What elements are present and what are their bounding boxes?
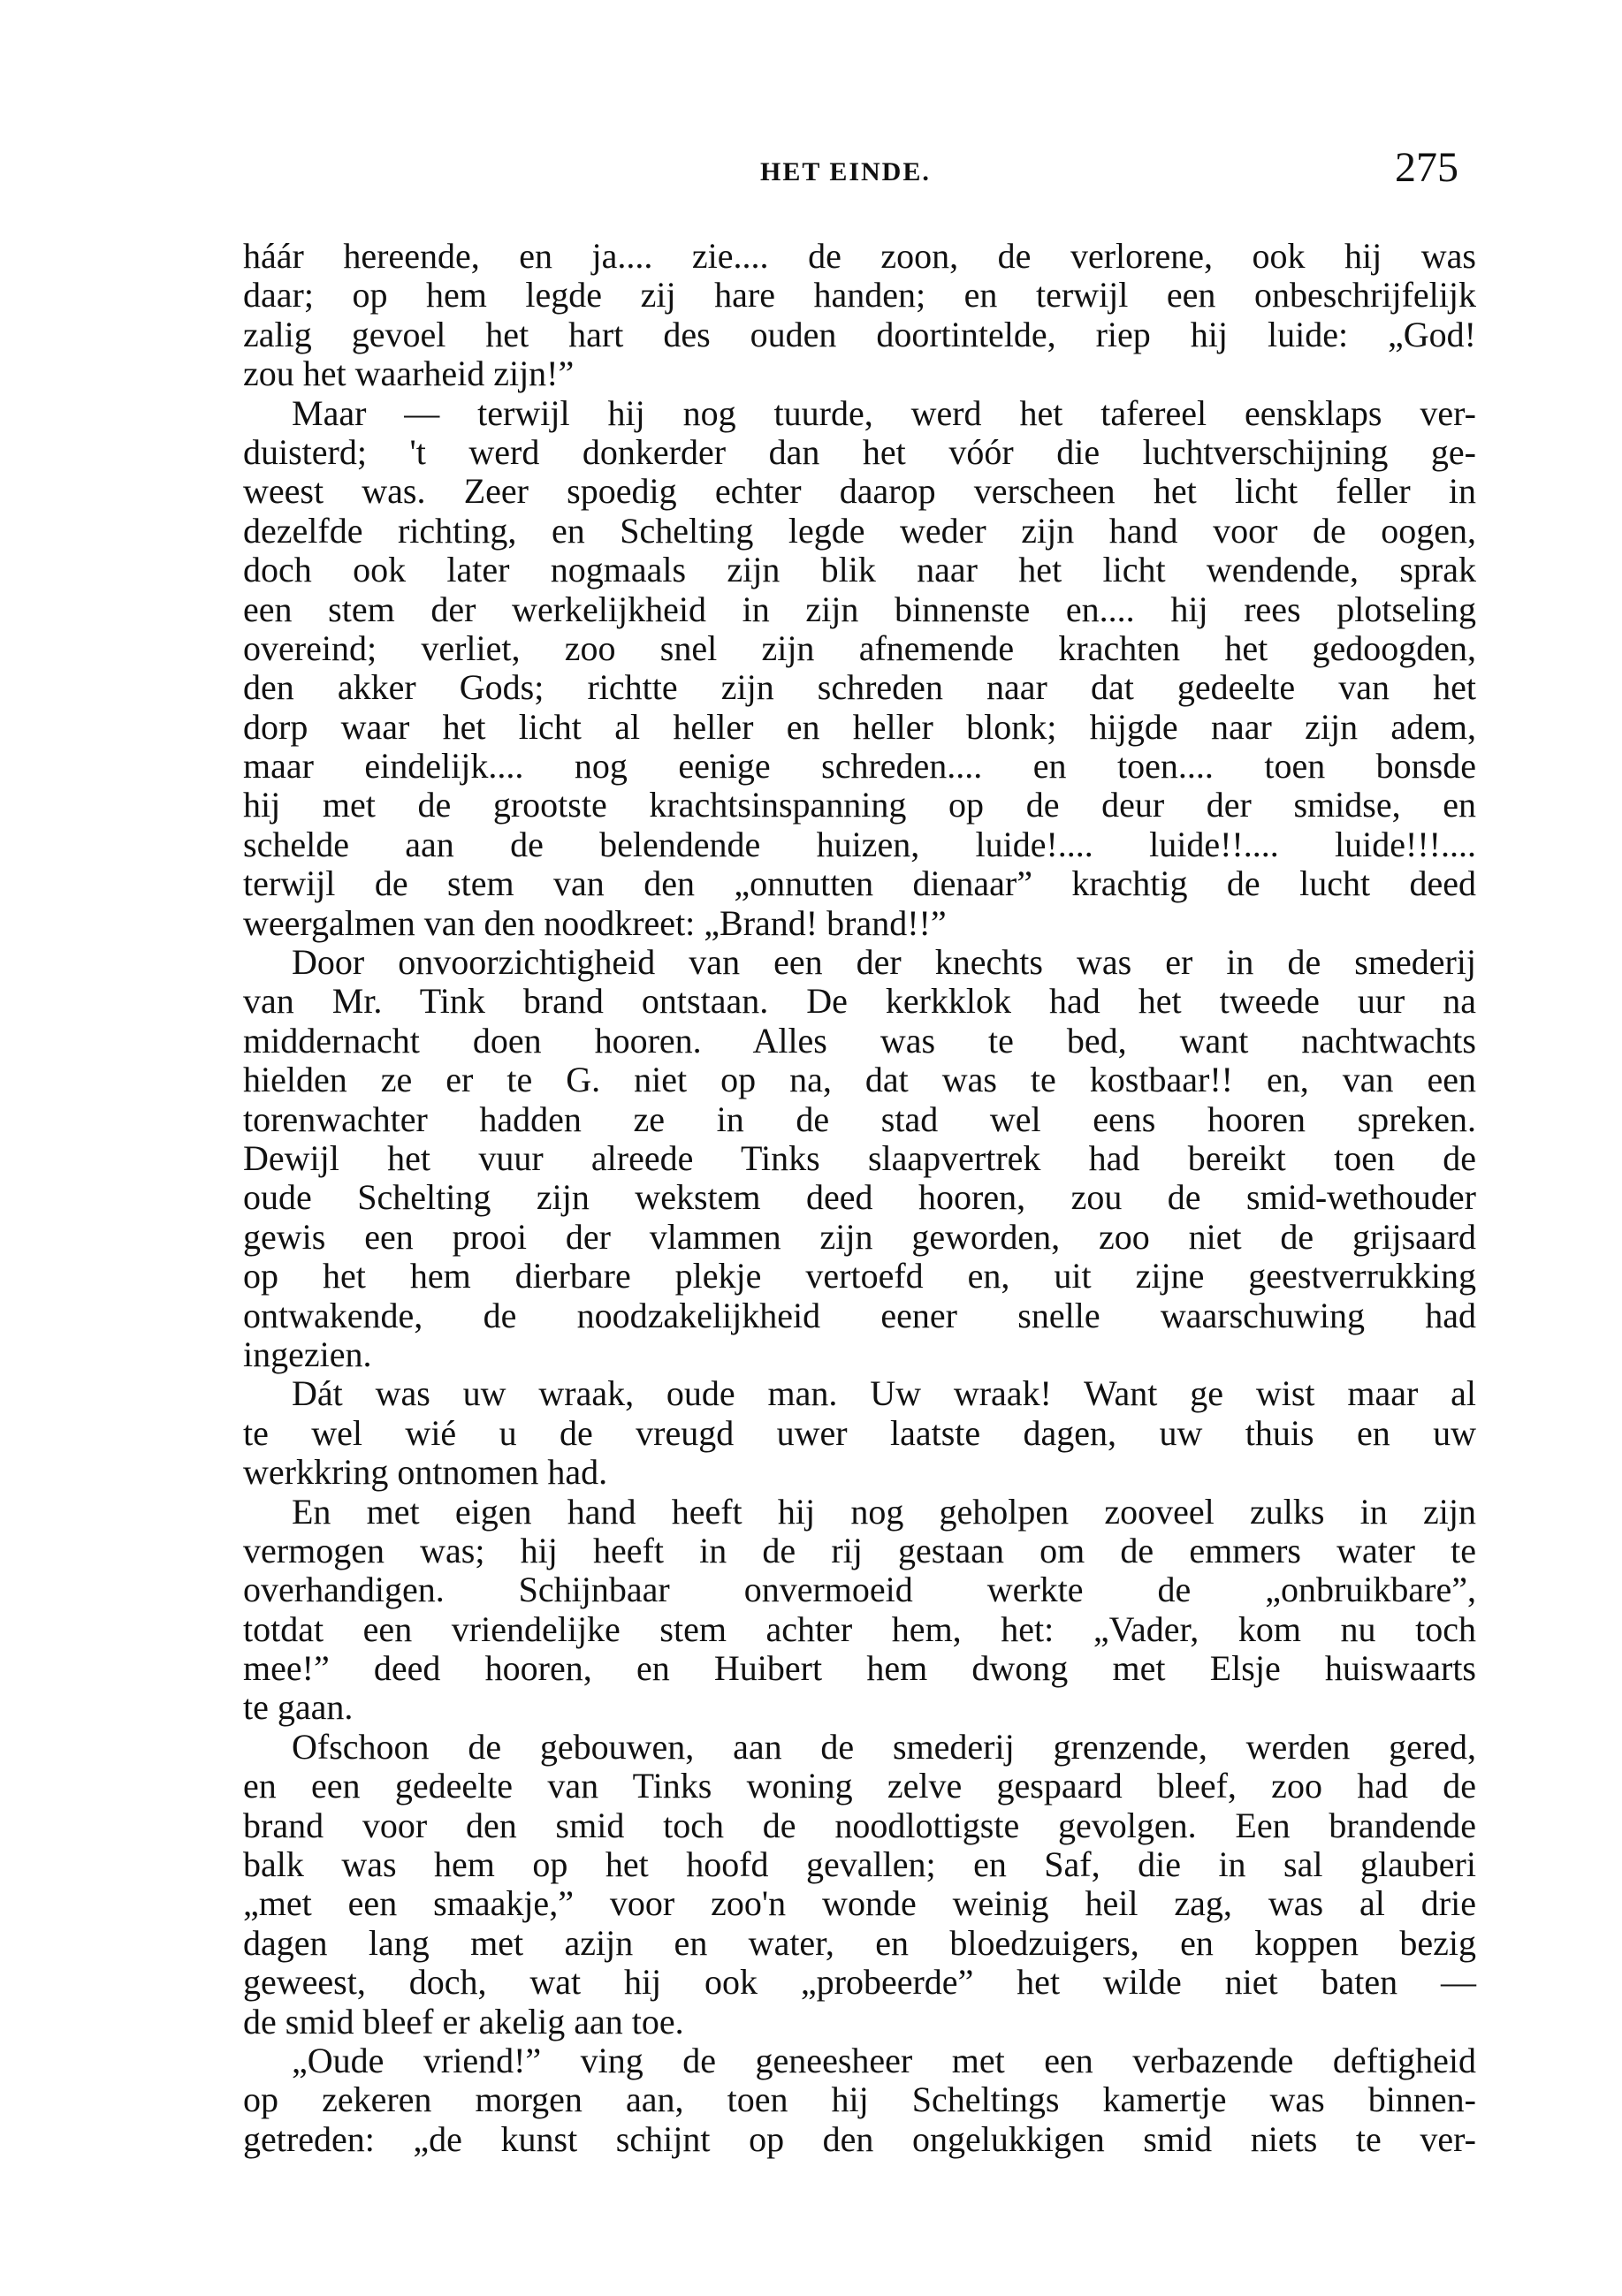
text-line: hielden ze er te G. niet op na, dat was te kostbaar!! en, van een [243, 1060, 1476, 1100]
text-line: mee!” deed hooren, en Huibert hem dwong met Elsje huiswaarts [243, 1648, 1476, 1689]
text-line: en een gedeelte van Tinks woning zelve gespaard bleef, zoo had de [243, 1766, 1476, 1806]
text-line: den akker Gods; richtte zijn schreden naar dat gedeelte van het [243, 667, 1476, 708]
paragraph-start-line: Ofschoon de gebouwen, aan de smederij grenzende, werden gered, [292, 1726, 1476, 1767]
text-line: brand voor den smid toch de noodlottigste gevolgen. Een brandende [243, 1805, 1476, 1845]
text-line: zalig gevoel het hart des ouden doortintelde, riep hij luide: „God! [243, 314, 1476, 354]
paragraph-start-line: Door onvoorzichtigheid van een der knechts was er in de smederij [292, 942, 1476, 983]
text-line: balk was hem op het hoofd gevallen; en Saf, die in sal glauberi [243, 1844, 1476, 1885]
text-line: duisterd; 't werd donkerder dan het vóór die luchtverschijning ge- [243, 431, 1476, 472]
text-line: getreden: „de kunst schijnt op den ongelukkigen smid niets te ver- [243, 2118, 1476, 2159]
text-line: op zekeren morgen aan, toen hij Scheltings kamertje was binnen- [243, 2079, 1476, 2120]
text-line: middernacht doen hooren. Alles was te bed, want nachtwachts [243, 1020, 1476, 1061]
paragraph-start-line: Dát was uw wraak, oude man. Uw wraak! Want ge wist maar al [292, 1373, 1476, 1414]
text-line: maar eindelijk.... nog eenige schreden.... en toen.... toen bonsde [243, 746, 1476, 787]
text-line: doch ook later nogmaals zijn blik naar het licht wendende, sprak [243, 550, 1476, 590]
text-line: terwijl de stem van den „onnutten dienaar” krachtig de lucht deed [243, 863, 1476, 904]
text-line: een stem der werkelijkheid in zijn binnenste en.... hij rees plotseling [243, 589, 1476, 629]
text-line: te wel wié u de vreugd uwer laatste dagen, uw thuis en uw [243, 1412, 1476, 1453]
text-line: daar; op hem legde zij hare handen; en terwijl een onbeschrijfelijk [243, 275, 1476, 316]
paragraph-start-line: „Oude vriend!” ving de geneesheer met een verbazende deftigheid [292, 2040, 1476, 2080]
text-line: dagen lang met azijn en water, en bloedzuigers, en koppen bezig [243, 1922, 1476, 1963]
body-text [243, 237, 1476, 2159]
text-line: te gaan. [243, 1687, 354, 1728]
text-line: van Mr. Tink brand ontstaan. De kerkklok had het tweede uur na [243, 981, 1476, 1022]
text-line: overeind; verliet, zoo snel zijn afnemende krachten het gedoogden, [243, 627, 1476, 668]
text-line: Dewijl het vuur alreede Tinks slaapvertrek had bereikt toen de [243, 1137, 1476, 1178]
text-line: „met een smaakje,” voor zoo'n wonde weinig heil zag, was al drie [243, 1883, 1476, 1924]
text-line: vermogen was; hij heeft in de rij gestaan om de emmers water te [243, 1530, 1476, 1570]
text-line: geweest, doch, wat hij ook „probeerde” het wilde niet baten — [243, 1962, 1476, 2003]
text-line: de smid bleef er akelig aan toe. [243, 2001, 684, 2041]
text-line: gewis een prooi der vlammen zijn geworden, zoo niet de grijsaard [243, 1216, 1476, 1257]
running-title: HET EINDE. [760, 157, 931, 186]
text-line: werkkring ontnomen had. [243, 1452, 608, 1493]
text-line: ontwakende, de noodzakelijkheid eener snelle waarschuwing had [243, 1295, 1476, 1335]
text-line: torenwachter hadden ze in de stad wel eens hooren spreken. [243, 1099, 1476, 1139]
text-line: oude Schelting zijn wekstem deed hooren, zou de smid-wethouder [243, 1177, 1476, 1218]
text-line: hij met de grootste krachtsinspanning op de deur der smidse, en [243, 785, 1476, 825]
text-line: totdat een vriendelijke stem achter hem, het: „Vader, kom nu toch [243, 1608, 1476, 1649]
text-line: weergalmen van den noodkreet: „Brand! brand!!” [243, 902, 947, 943]
paragraph-start-line: Maar — terwijl hij nog tuurde, werd het tafereel eensklaps ver- [292, 392, 1476, 433]
text-line: overhandigen. Schijnbaar onvermoeid werkte de „onbruikbare”, [243, 1570, 1476, 1610]
text-line: op het hem dierbare plekje vertoefd en, uit zijne geestverrukking [243, 1256, 1476, 1296]
text-line: háár hereende, en ja.... zie.... de zoon, de verlorene, ook hij was [243, 236, 1476, 276]
text-line: schelde aan de belendende huizen, luide!.... luide!!.... luide!!!.... [243, 824, 1476, 864]
paragraph-start-line: En met eigen hand heeft hij nog geholpen zooveel zulks in zijn [292, 1491, 1476, 1532]
text-line: weest was. Zeer spoedig echter daarop verscheen het licht feller in [243, 471, 1476, 512]
text-line: dorp waar het licht al heller en heller blonk; hijgde naar zijn adem, [243, 706, 1476, 747]
text-line: dezelfde richting, en Schelting legde weder zijn hand voor de oogen, [243, 510, 1476, 551]
text-line: ingezien. [243, 1334, 372, 1374]
page-number: 275 [1395, 144, 1458, 191]
text-line: zou het waarheid zijn!” [243, 354, 575, 394]
